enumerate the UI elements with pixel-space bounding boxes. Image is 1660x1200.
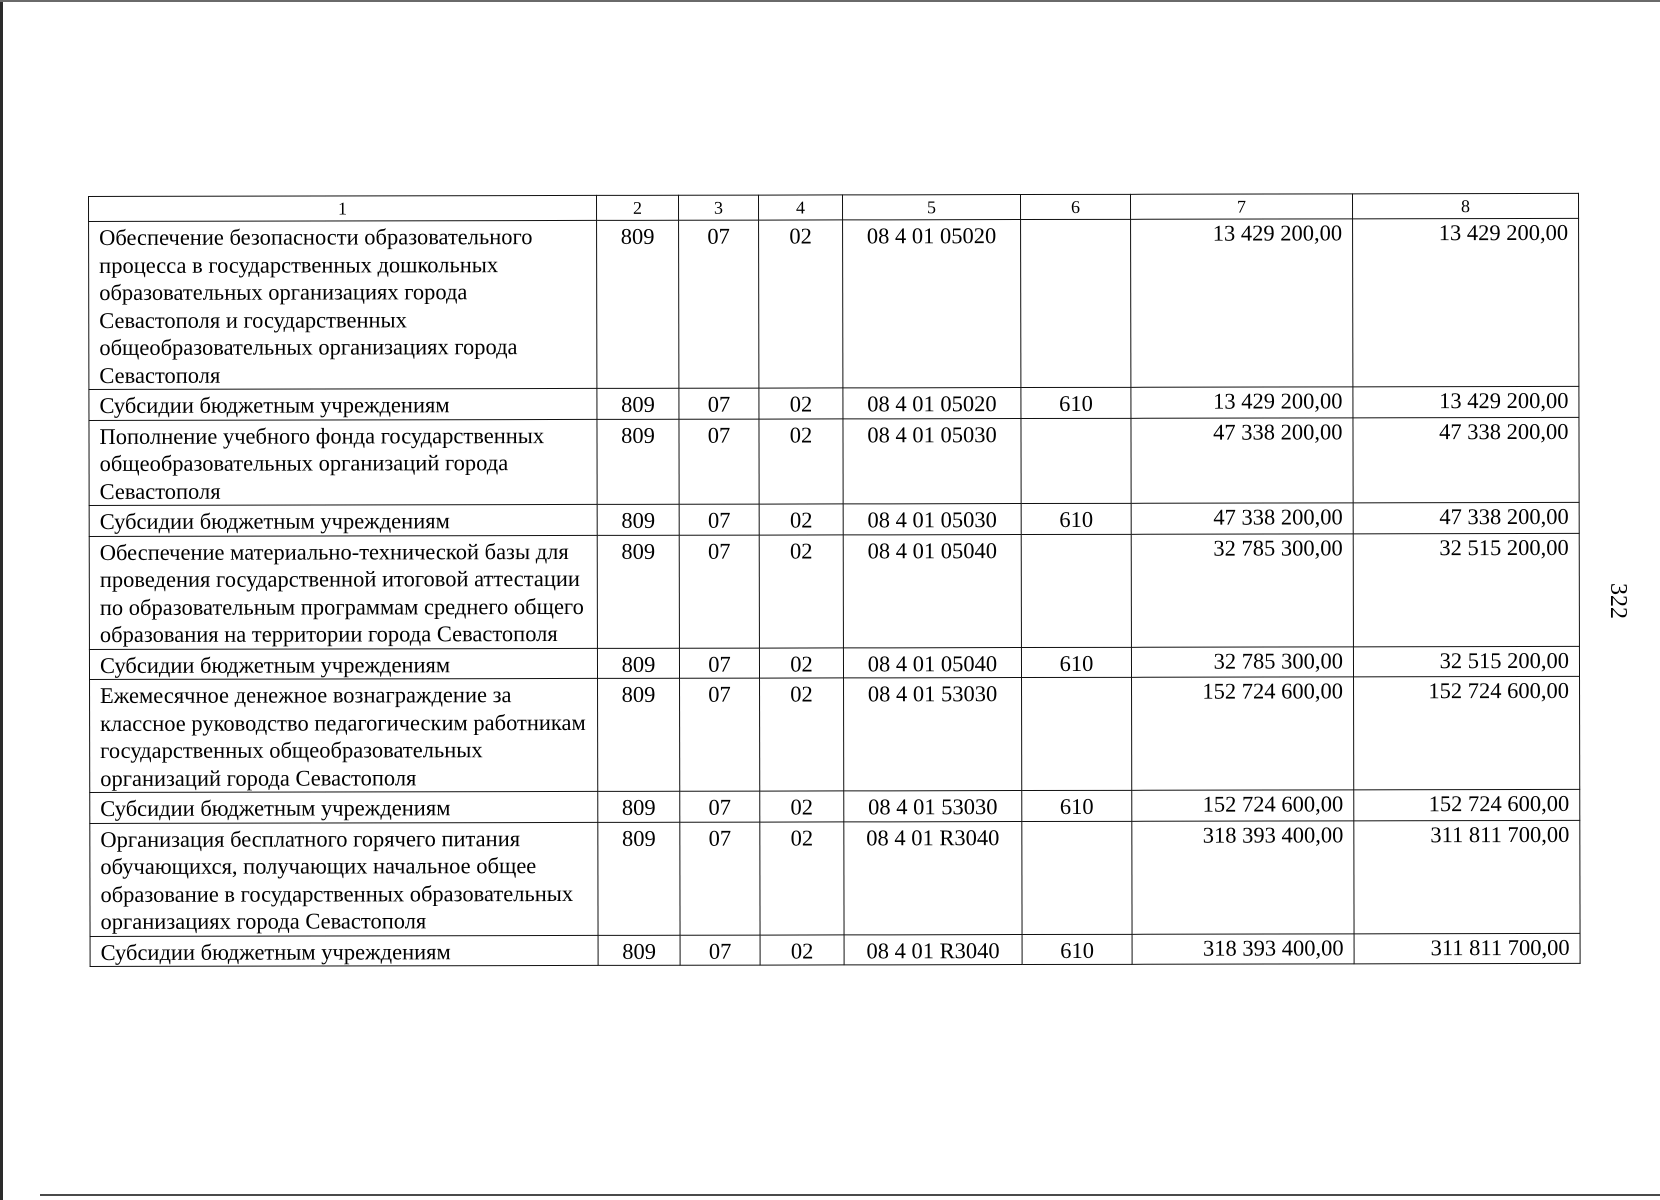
cell-target-article: 08 4 01 05030 xyxy=(843,504,1021,535)
cell-subsection: 02 xyxy=(759,504,843,535)
cell-section: 07 xyxy=(679,504,759,535)
cell-expense-type: 610 xyxy=(1022,934,1132,965)
scan-edge-bottom xyxy=(40,1194,1660,1196)
cell-target-article: 08 4 01 05040 xyxy=(843,647,1021,678)
header-cell: 2 xyxy=(596,195,678,220)
cell-section: 07 xyxy=(679,388,759,419)
cell-ministry: 809 xyxy=(597,648,679,679)
cell-ministry: 809 xyxy=(598,791,680,822)
cell-section: 07 xyxy=(680,678,760,791)
cell-subsection: 02 xyxy=(760,791,844,822)
cell-amount-8: 152 724 600,00 xyxy=(1354,789,1580,820)
table-row xyxy=(89,386,1579,420)
cell-name: Ежемесячное денежное вознаграждение за классное руководство педагогическим работникам государственных общеобразовательных организаций города Севастополя xyxy=(90,678,598,792)
cell-amount-7: 13 429 200,00 xyxy=(1131,219,1353,387)
cell-subsection: 02 xyxy=(759,220,843,388)
cell-name: Субсидии бюджетным учреждениям xyxy=(90,791,598,823)
table-header-row xyxy=(89,193,1579,221)
cell-ministry: 809 xyxy=(597,220,679,388)
cell-amount-8: 13 429 200,00 xyxy=(1353,218,1579,386)
cell-amount-7: 32 785 300,00 xyxy=(1131,646,1353,677)
table-row xyxy=(90,820,1580,936)
cell-subsection: 02 xyxy=(759,418,843,504)
cell-subsection: 02 xyxy=(759,647,843,678)
cell-subsection: 02 xyxy=(760,934,844,965)
cell-expense-type xyxy=(1022,677,1132,790)
cell-target-article: 08 4 01 53030 xyxy=(844,791,1022,822)
cell-subsection: 02 xyxy=(759,534,843,647)
cell-section: 07 xyxy=(680,935,760,966)
table-row xyxy=(89,218,1579,389)
cell-ministry: 809 xyxy=(598,678,680,791)
cell-amount-8: 13 429 200,00 xyxy=(1353,386,1579,417)
cell-target-article: 08 4 01 53030 xyxy=(844,678,1022,791)
cell-amount-7: 152 724 600,00 xyxy=(1132,790,1354,821)
cell-name: Организация бесплатного горячего питания обучающихся, получающих начальное общее образование в государственных образовательных организациях города Севастополя xyxy=(90,822,598,936)
table-row xyxy=(89,646,1579,680)
cell-subsection: 02 xyxy=(759,388,843,419)
cell-ministry: 809 xyxy=(598,822,680,935)
cell-subsection: 02 xyxy=(760,678,844,791)
header-cell: 4 xyxy=(758,195,842,220)
cell-section: 07 xyxy=(679,220,759,388)
cell-name: Субсидии бюджетным учреждениям xyxy=(89,648,597,680)
cell-target-article: 08 4 01 R3040 xyxy=(844,821,1022,934)
cell-amount-7: 318 393 400,00 xyxy=(1132,933,1354,964)
cell-amount-7: 152 724 600,00 xyxy=(1132,677,1354,790)
cell-expense-type xyxy=(1022,821,1132,934)
cell-ministry: 809 xyxy=(598,935,680,966)
cell-amount-8: 32 515 200,00 xyxy=(1353,533,1579,646)
cell-name: Пополнение учебного фонда государственных общеобразовательных организаций города Севастополя xyxy=(89,419,597,506)
cell-amount-8: 32 515 200,00 xyxy=(1353,646,1579,677)
budget-table xyxy=(88,193,1581,967)
cell-section: 07 xyxy=(679,535,759,648)
cell-name: Субсидии бюджетным учреждениям xyxy=(89,388,597,420)
scan-edge-top xyxy=(0,0,1660,2)
cell-name: Субсидии бюджетным учреждениям xyxy=(89,504,597,536)
cell-ministry: 809 xyxy=(597,504,679,535)
cell-target-article: 08 4 01 05020 xyxy=(843,220,1021,388)
table-row xyxy=(89,533,1579,649)
cell-section: 07 xyxy=(679,419,759,505)
cell-name: Субсидии бюджетным учреждениям xyxy=(90,935,598,967)
cell-amount-7: 47 338 200,00 xyxy=(1131,503,1353,534)
cell-amount-7: 47 338 200,00 xyxy=(1131,417,1353,503)
cell-target-article: 08 4 01 05020 xyxy=(843,388,1021,419)
cell-amount-8: 311 811 700,00 xyxy=(1354,820,1580,933)
cell-amount-8: 152 724 600,00 xyxy=(1354,676,1580,789)
header-cell: 6 xyxy=(1020,194,1130,219)
cell-section: 07 xyxy=(680,822,760,935)
cell-amount-7: 32 785 300,00 xyxy=(1131,533,1353,646)
cell-amount-8: 47 338 200,00 xyxy=(1353,417,1579,503)
cell-expense-type xyxy=(1021,418,1131,504)
cell-amount-8: 311 811 700,00 xyxy=(1354,933,1580,964)
header-cell: 1 xyxy=(89,195,597,221)
cell-section: 07 xyxy=(680,791,760,822)
cell-ministry: 809 xyxy=(597,419,679,505)
cell-expense-type xyxy=(1021,219,1131,387)
cell-ministry: 809 xyxy=(597,535,679,648)
table-row xyxy=(90,789,1580,823)
cell-target-article: 08 4 01 R3040 xyxy=(844,934,1022,965)
header-cell: 7 xyxy=(1130,194,1352,219)
table-row xyxy=(90,933,1580,967)
header-cell: 8 xyxy=(1352,193,1578,218)
header-cell: 3 xyxy=(678,195,758,220)
cell-expense-type: 610 xyxy=(1022,790,1132,821)
cell-subsection: 02 xyxy=(760,821,844,934)
cell-expense-type: 610 xyxy=(1021,387,1131,418)
cell-target-article: 08 4 01 05030 xyxy=(843,418,1021,504)
cell-section: 07 xyxy=(679,648,759,679)
cell-name: Обеспечение безопасности образовательного процесса в государственных дошкольных образовательных организациях города Севастополя и государственных общеобразовательных организациях города Севастополя xyxy=(89,220,597,389)
table-row xyxy=(90,676,1580,792)
cell-expense-type xyxy=(1021,534,1131,647)
cell-amount-7: 318 393 400,00 xyxy=(1132,820,1354,933)
header-cell: 5 xyxy=(842,195,1020,220)
cell-target-article: 08 4 01 05040 xyxy=(843,534,1021,647)
page-number: 322 xyxy=(1605,583,1631,619)
table-row xyxy=(89,502,1579,536)
cell-expense-type: 610 xyxy=(1021,503,1131,534)
scan-edge-left xyxy=(0,0,3,1200)
cell-amount-7: 13 429 200,00 xyxy=(1131,387,1353,418)
cell-name: Обеспечение материально-технической базы для проведения государственной итоговой аттестации по образовательным программам среднего общего образования на территории города Севастополя xyxy=(89,535,597,649)
cell-amount-8: 47 338 200,00 xyxy=(1353,502,1579,533)
table-row xyxy=(89,417,1579,506)
cell-expense-type: 610 xyxy=(1021,647,1131,678)
cell-ministry: 809 xyxy=(597,388,679,419)
